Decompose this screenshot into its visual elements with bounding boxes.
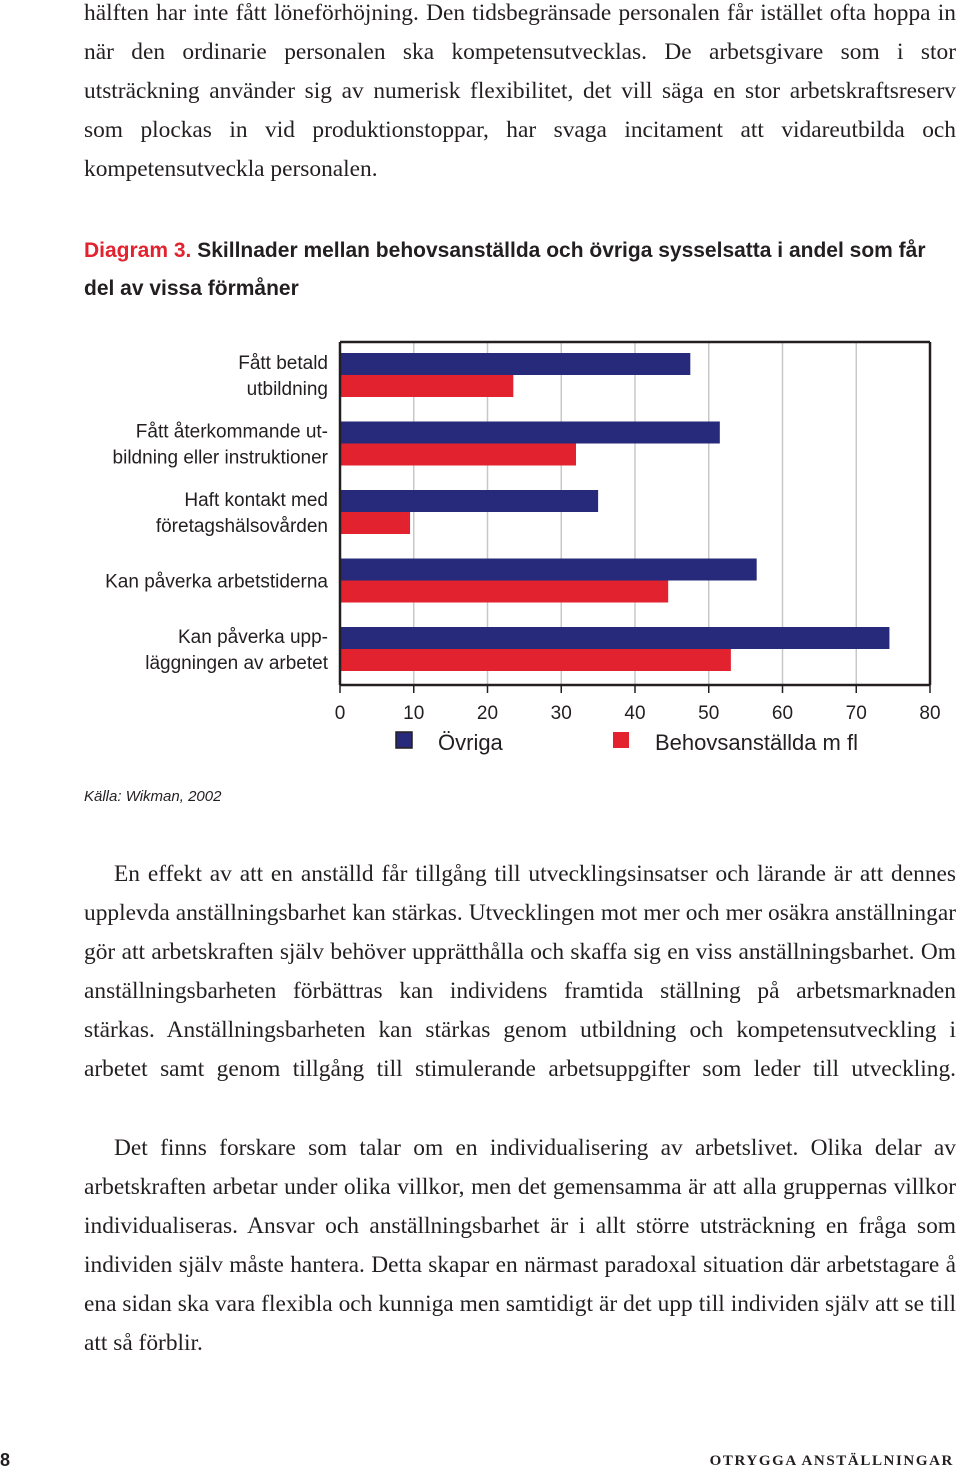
x-tick-label: 10 [403, 703, 425, 724]
bar-ovriga [340, 353, 690, 375]
bar-ovriga [340, 559, 757, 581]
chart-source: Källa: Wikman, 2002 [84, 788, 222, 805]
bar-ovriga [340, 627, 889, 649]
diagram-heading [84, 232, 944, 308]
category-label: Haft kontakt med företagshälsovården [155, 490, 328, 537]
x-tick-label: 50 [698, 703, 720, 724]
bar-behovsanstallda [340, 649, 731, 671]
bar-behovsanstallda [340, 444, 576, 466]
legend-swatch-behovsanstallda [613, 732, 629, 748]
bar-behovsanstallda [340, 581, 668, 603]
bar-ovriga [340, 422, 720, 444]
category-label: Fått återkommande ut-bildning eller instruktioner [112, 421, 328, 469]
x-tick-label: 30 [550, 703, 572, 724]
bar-chart [0, 330, 960, 770]
publication-title: OTRYGGA ANSTÄLLNINGAR [709, 1453, 954, 1469]
x-tick-label: 80 [919, 703, 941, 724]
bar-ovriga [340, 490, 598, 512]
category-label: Fått betald utbildning [238, 353, 328, 400]
diagram-number: Diagram 3. [84, 239, 192, 262]
category-label: Kan påverka arbetstiderna [105, 571, 328, 593]
legend-swatch-ovriga [396, 732, 412, 748]
x-tick-label: 0 [334, 703, 346, 724]
diagram-title: Skillnader mellan behovsanställda och övriga sysselsatta i andel som får del av vissa förmåner [84, 239, 926, 300]
legend-label: Övriga [438, 730, 503, 755]
x-tick-label: 40 [624, 703, 646, 724]
body-paragraph: Det finns forskare som talar om en individualisering av arbetslivet. Olika delar av arbetskraften arbetar under olika villkor, men det gemensamma är att alla gruppernas villkor individualiseras. Ansvar och anställningsbarhet är i allt större utsträckning en fråga som individen själv måste hantera. Detta skapar en närmast paradoxal situation där arbetstagare å ena sidan ska vara flexibla och kunniga men samtidigt är det upp till individen själv att se till att så förblir. [84, 1135, 956, 1357]
x-tick-label: 60 [771, 703, 794, 724]
intro-paragraph: hälften har inte fått löneförhöjning. Den tidsbegränsade personalen får istället ofta hoppa in när den ordinarie personalen ska kompetensutvecklas. De arbetsgivare som i stor utsträckning använder sig av numerisk flexibilitet, det vill säga en stor arbetskraftsreserv som plockas in vid produktionstoppar, har svaga incitament att vidareutbilda och kompetensutveckla personalen. [84, 0, 956, 183]
body-paragraph: En effekt av att en anställd får tillgång till utvecklingsinsatser och lärande är att dennes upplevda anställningsbarhet kan stärkas. Utvecklingen mot mer och mer osäkra anställningar gör att arbetskraften själv behöver upprätthålla och skaffa sig en viss anställningsbarhet. Om anställningsbarheten förbättras kan individens framtida ställning på arbetsmarknaden stärkas. Anställningsbarheten kan stärkas genom utbildning och kompetensutveckling i arbetet samt genom tillgång till stimulerande arbetsuppgifter som leder till utveckling. [84, 861, 956, 1083]
bar-behovsanstallda [340, 375, 513, 397]
x-tick-label: 20 [476, 703, 499, 724]
bar-behovsanstallda [340, 512, 410, 534]
category-label: Kan påverka upp-läggningen av arbetet [145, 627, 328, 674]
page-number: 8 [0, 1450, 11, 1470]
legend-label: Behovsanställda m fl [655, 730, 858, 755]
x-tick-label: 70 [845, 703, 867, 724]
